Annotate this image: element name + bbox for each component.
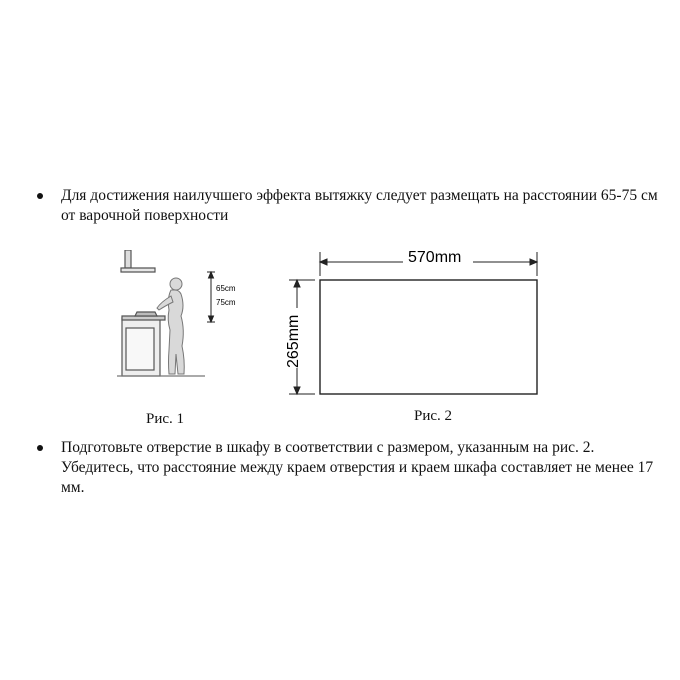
height-dimension-arrow xyxy=(207,272,215,322)
person-silhouette xyxy=(157,278,184,374)
height-label: 265mm xyxy=(285,314,302,368)
kitchen-cabinet xyxy=(122,312,165,376)
bullet-dot xyxy=(37,193,43,199)
height-min-label: 65cm xyxy=(216,284,236,293)
cutout-rectangle xyxy=(320,280,537,394)
bullet-item-hood-distance xyxy=(30,186,660,226)
figure-2-caption: Рис. 2 xyxy=(414,408,453,424)
range-hood xyxy=(121,250,155,272)
width-label: 570mm xyxy=(408,249,462,266)
figure-1-illustration xyxy=(115,250,255,390)
figure-2-cutout-diagram xyxy=(275,240,545,400)
bullet-text: Подготовьте отверстие в шкафу в соответствии с размером, указанным на рис. 2. Убедитесь, что расстояние между краем отверстия и краем шкафа составляет не менее 17 мм. xyxy=(61,439,654,496)
bullet-item-cutout-instructions xyxy=(30,438,660,498)
bullet-dot xyxy=(37,445,43,451)
bullet-text: Для достижения наилучшего эффекта вытяжку следует размещать на расстоянии 65-75 см от варочной поверхности xyxy=(61,187,658,224)
height-max-label: 75cm xyxy=(216,298,236,307)
figure-1-caption: Рис. 1 xyxy=(146,411,185,427)
